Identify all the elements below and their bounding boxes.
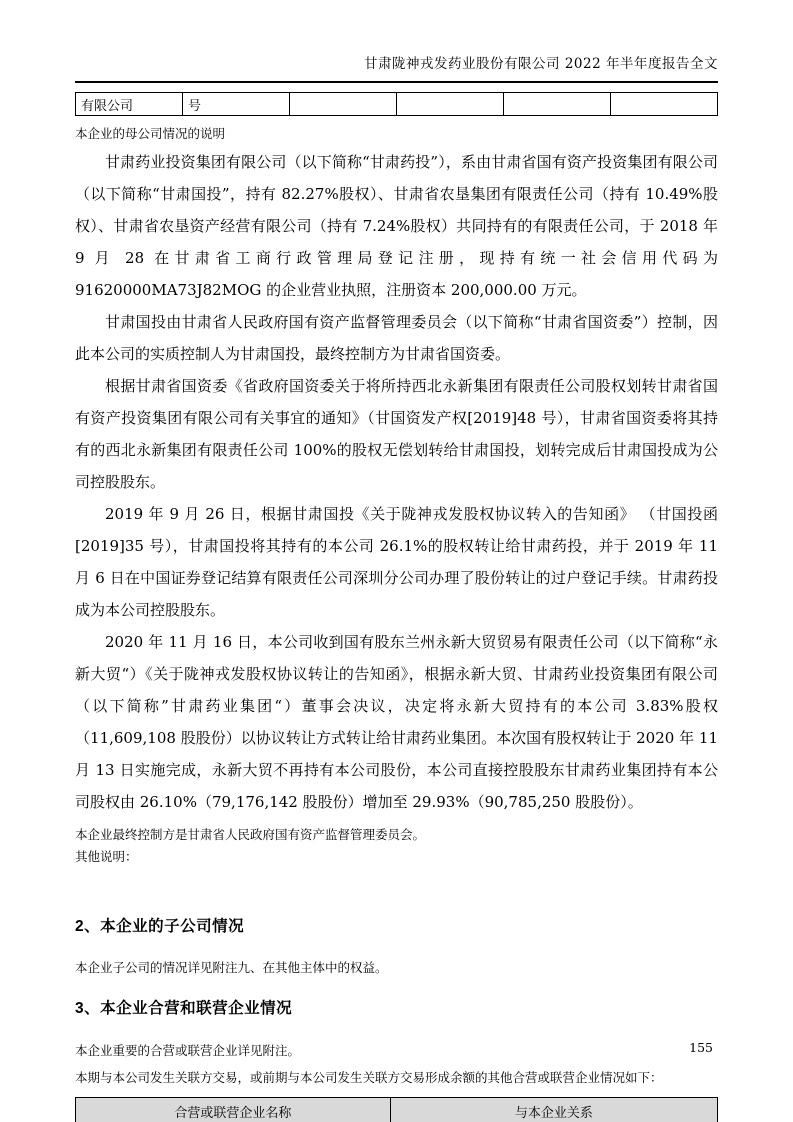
mother-company-paragraphs: [75, 146, 718, 818]
final-controller-note: 本企业最终控制方是甘肃省人民政府国有资产监督管理委员会。: [75, 827, 426, 842]
continuation-table: [75, 92, 718, 116]
joint-venture-table: [75, 1097, 718, 1122]
table-row: [76, 93, 718, 116]
column-header-enterprise-name: 合营或联营企业名称: [76, 1098, 391, 1122]
table-cell: [611, 93, 718, 116]
section-3-body-line-1: 本企业重要的合营或联营企业详见附注。: [75, 1043, 301, 1058]
table-cell: 号: [183, 93, 290, 116]
table-cell: [397, 93, 504, 116]
section-2-heading: 2、本企业的子公司情况: [75, 918, 245, 935]
report-header-title: 甘肃陇神戎发药业股份有限公司 2022 年半年度报告全文: [75, 52, 718, 83]
paragraph: 2020 年 11 月 16 日，本公司收到国有股东兰州永新大贸贸易有限责任公司（以下简称“永新大贸“）《关于陇神戎发股权协议转让的告知函》，根据永新大贸、甘肃药业投资集团有限公司（以下简称”甘肃药业集团“）董事会决议，决定将永新大贸持有的本公司 3.83%股权（11,609,108 股股份）以协议转让方式转让给甘肃药业集团。本次国有股权转让于 2020 年 11 月 13 日实施完成，永新大贸不再持有本公司股份，本公司直接控股股东甘肃药业集团持有本公司股权由 26.10%（79,176,142 股股份）增加至 29.93%（90,785,250 股股份）。: [75, 633, 718, 811]
page-number: 155: [689, 1040, 713, 1055]
paragraph: 甘肃国投由甘肃省人民政府国有资产监督管理委员会（以下简称“甘肃省国资委”）控制，因此本公司的实质控制人为甘肃国投，最终控制方为甘肃省国资委。: [75, 313, 718, 363]
section-3-heading: 3、本企业合营和联营企业情况: [75, 1000, 293, 1017]
mother-company-note-label: 本企业的母公司情况的说明: [75, 126, 226, 141]
table-cell: 有限公司: [76, 93, 183, 116]
other-notes-label: 其他说明：: [75, 849, 138, 864]
table-cell: [504, 93, 611, 116]
paragraph: 根据甘肃省国资委《省政府国资委关于将所持西北永新集团有限责任公司股权划转甘肃省国有资产投资集团有限公司有关事宜的通知》（甘国资发产权[2019]48 号），甘肃省国资委将其持有的西北永新集团有限责任公司 100%的股权无偿划转给甘肃国投，划转完成后甘肃国投成为公司控股股东。: [75, 377, 718, 491]
section-3-body-line-2: 本期与本公司发生关联方交易，或前期与本公司发生关联方交易形成余额的其他合营或联营企业情况如下：: [75, 1070, 663, 1085]
paragraph: 2019 年 9 月 26 日，根据甘肃国投《关于陇神戎发股权协议转入的告知函》 （甘国投函[2019]35 号），甘肃国投将其持有的本公司 26.1%的股权转让给甘肃药投，并于 2019 年 11 月 6 日在中国证券登记结算有限责任公司深圳分公司办理了股份转让的过户登记手续。甘肃药投成为本公司控股股东。: [75, 505, 718, 619]
section-2-body: 本企业子公司的情况详见附注九、在其他主体中的权益。: [75, 960, 388, 975]
paragraph: 甘肃药业投资集团有限公司（以下简称“甘肃药投”），系由甘肃省国有资产投资集团有限公司（以下简称“甘肃国投”，持有 82.27%股权）、甘肃省农垦集团有限责任公司（持有 10.49%股权）、甘肃省农垦资产经营有限公司（持有 7.24%股权）共同持有的有限责任公司，于 2018 年 9 月 28 在甘肃省工商行政管理局登记注册，现持有统一社会信用代码为 91620000MA73J82MOG 的企业营业执照，注册资本 200,000.00 万元。: [75, 153, 718, 299]
table-header-row: [76, 1098, 718, 1122]
column-header-relationship: 与本企业关系: [390, 1098, 717, 1122]
table-cell: [290, 93, 397, 116]
